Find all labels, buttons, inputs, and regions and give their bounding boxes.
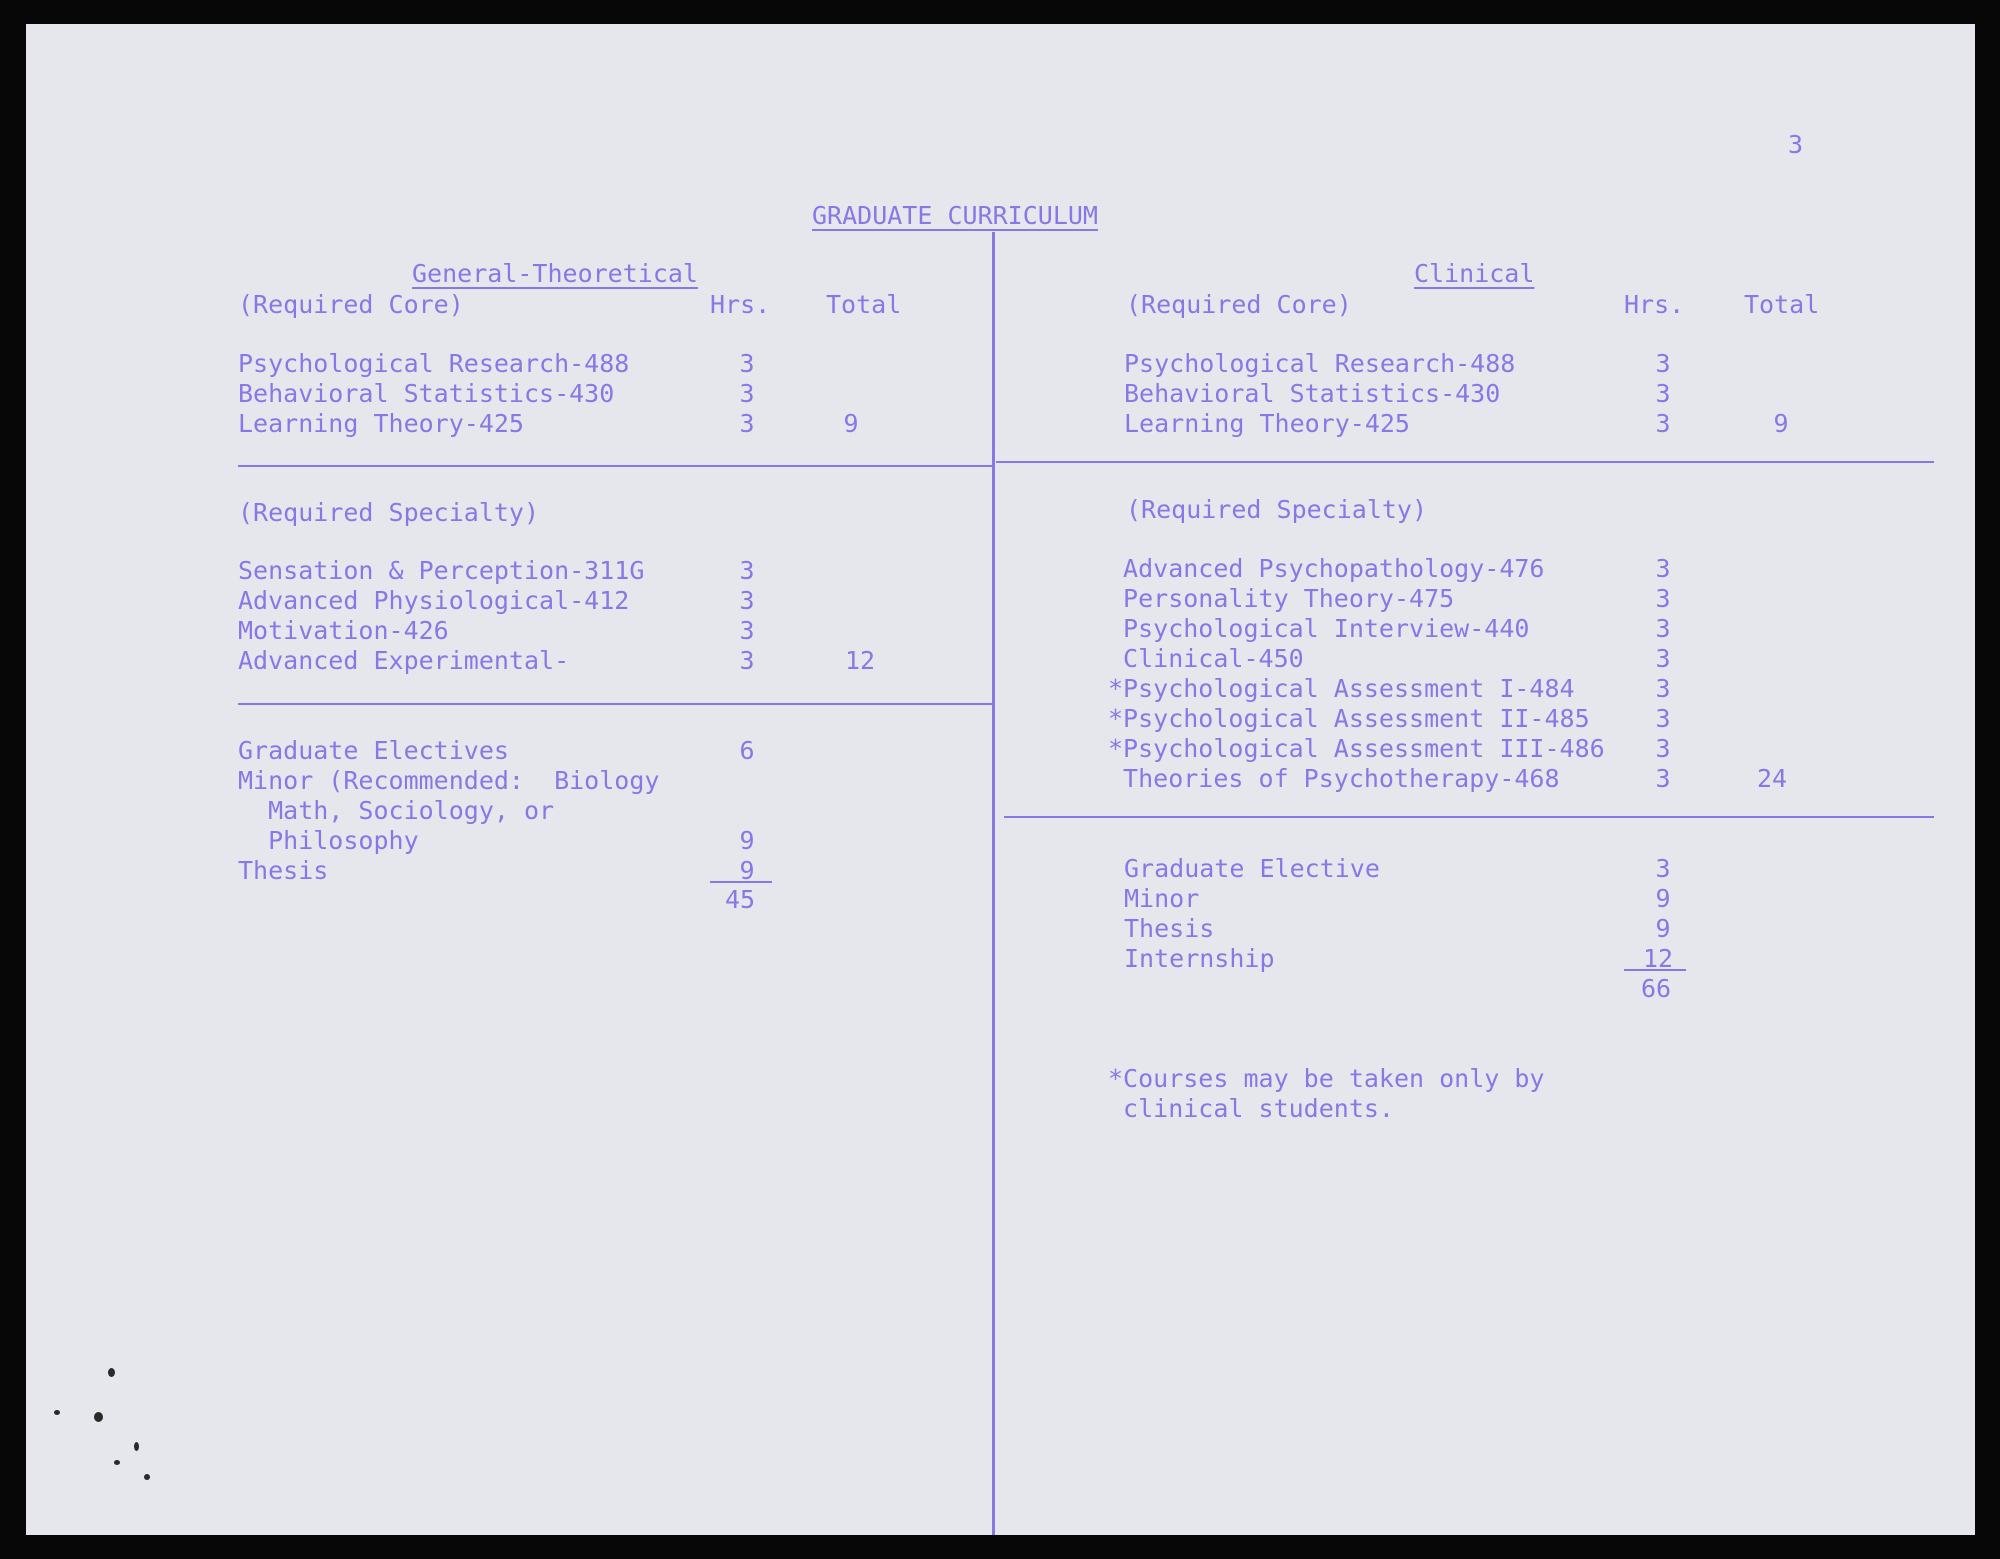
paper-speck [134,1442,139,1451]
left-hrs-header: Hrs. [710,290,771,319]
right-core-divider [996,461,1934,463]
paper-speck [108,1368,115,1377]
right-specialty-course: *Psychological Assessment II-485 [1108,704,1590,733]
right-core-course: Psychological Research-488 [1124,349,1516,378]
left-core-label: (Required Core) [238,290,464,319]
left-core-hrs: 3 [739,409,755,438]
right-specialty-hrs: 3 [1655,674,1671,703]
right-specialty-divider [1004,816,1934,818]
right-specialty-course: Clinical-450 [1108,644,1304,673]
center-divider [992,232,995,1535]
left-total-header: Total [826,290,902,319]
left-core-course: Psychological Research-488 [238,349,630,378]
right-specialty-hrs: 3 [1655,644,1671,673]
right-specialty-hrs: 3 [1655,554,1671,583]
left-core-total: 9 [843,409,859,438]
right-heading: Clinical [1414,259,1535,288]
right-core-label: (Required Core) [1126,290,1352,319]
right-specialty-course: Psychological Interview-440 [1108,614,1530,643]
right-specialty-course: Theories of Psychotherapy-468 [1108,764,1560,793]
right-other-hrs: 3 [1655,854,1671,883]
right-core-hrs: 3 [1655,349,1671,378]
left-core-divider [238,465,994,467]
right-specialty-course: *Psychological Assessment III-486 [1108,734,1605,763]
right-core-course: Behavioral Statistics-430 [1124,379,1501,408]
right-other-item: Graduate Elective [1124,854,1380,883]
left-core-course: Behavioral Statistics-430 [238,379,615,408]
left-specialty-course: Motivation-426 [238,616,449,645]
left-specialty-course: Advanced Experimental- [238,646,570,675]
right-core-hrs: 3 [1655,379,1671,408]
left-other-hrs: 9 [739,856,755,885]
left-other-item: Math, Sociology, or [238,796,555,825]
right-hrs-header: Hrs. [1624,290,1685,319]
left-specialty-hrs: 3 [739,586,755,615]
right-specialty-hrs: 3 [1655,764,1671,793]
right-core-total: 9 [1773,409,1789,438]
left-specialty-hrs: 3 [739,556,755,585]
right-other-hrs: 9 [1655,914,1671,943]
right-specialty-hrs: 3 [1655,704,1671,733]
left-other-item: Philosophy [238,826,419,855]
right-other-hrs: 9 [1655,884,1671,913]
document-title: GRADUATE CURRICULUM [812,201,1098,230]
footnote-line-2: clinical students. [1108,1094,1394,1123]
right-other-item: Internship [1124,944,1275,973]
page-number: 3 [1788,130,1804,159]
right-other-hrs: 12 [1642,944,1674,973]
left-specialty-divider [238,703,994,705]
right-specialty-course: Personality Theory-475 [1108,584,1455,613]
left-specialty-hrs: 3 [739,646,755,675]
left-core-hrs: 3 [739,379,755,408]
left-specialty-course: Sensation & Perception-311G [238,556,645,585]
left-specialty-total: 12 [844,646,876,675]
paper-speck [114,1460,120,1465]
right-other-item: Thesis [1124,914,1215,943]
right-core-hrs: 3 [1655,409,1671,438]
left-other-item: Thesis [238,856,329,885]
right-total-header: Total [1744,290,1820,319]
left-core-hrs: 3 [739,349,755,378]
right-specialty-hrs: 3 [1655,734,1671,763]
right-core-course: Learning Theory-425 [1124,409,1410,438]
right-specialty-course: Advanced Psychopathology-476 [1108,554,1545,583]
right-specialty-total: 24 [1756,764,1788,793]
right-specialty-label: (Required Specialty) [1126,495,1428,524]
left-other-item: Graduate Electives [238,736,509,765]
paper-speck [144,1474,150,1480]
right-specialty-hrs: 3 [1655,584,1671,613]
paper-speck [54,1410,60,1415]
paper-speck [94,1412,103,1422]
left-other-hrs: 6 [739,736,755,765]
left-heading: General-Theoretical [412,259,698,288]
left-specialty-course: Advanced Physiological-412 [238,586,630,615]
left-specialty-label: (Required Specialty) [238,498,540,527]
left-other-hrs: 9 [739,826,755,855]
left-total-sum: 45 [724,885,756,914]
footnote-line-1: *Courses may be taken only by [1108,1064,1545,1093]
left-core-course: Learning Theory-425 [238,409,524,438]
left-other-item: Minor (Recommended: Biology [238,766,660,795]
right-other-item: Minor [1124,884,1200,913]
right-specialty-hrs: 3 [1655,614,1671,643]
left-specialty-hrs: 3 [739,616,755,645]
right-total-sum: 66 [1640,974,1672,1003]
right-specialty-course: *Psychological Assessment I-484 [1108,674,1575,703]
